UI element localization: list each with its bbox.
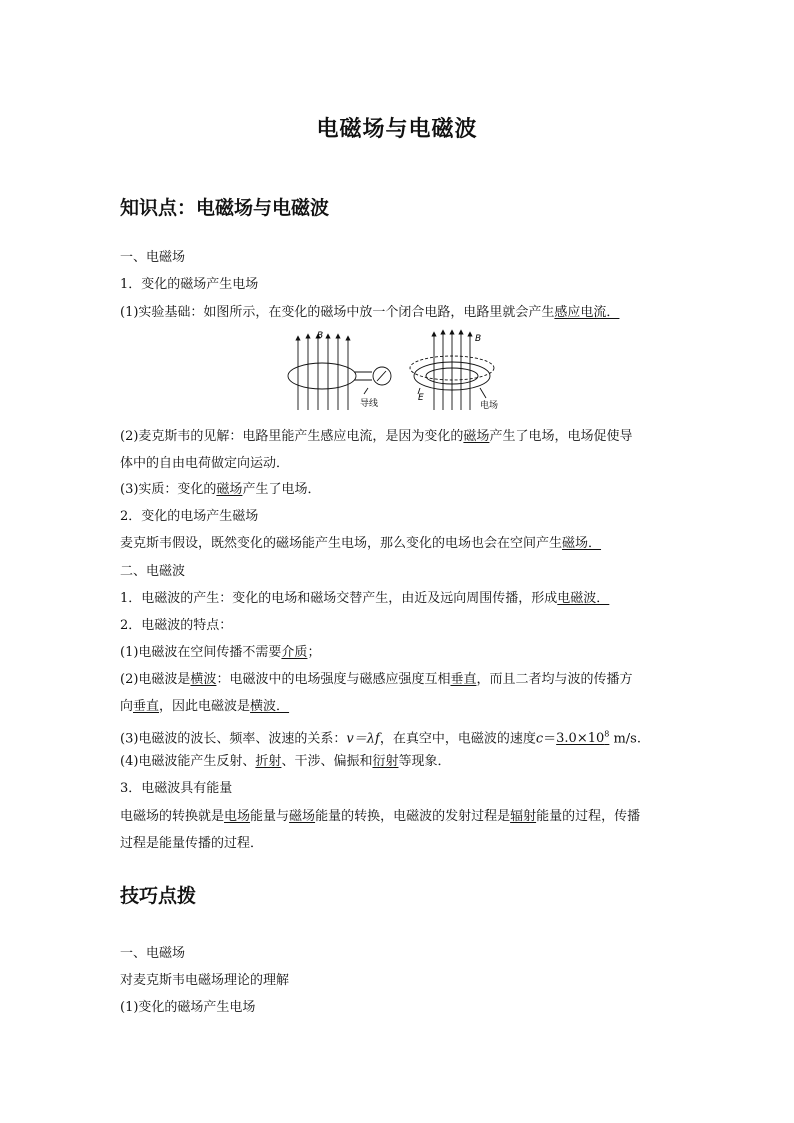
label-e: E bbox=[418, 393, 424, 403]
tips-line-2: (1)变化的磁场产生电场 bbox=[120, 1000, 256, 1015]
paragraph-energy-1: 电磁场的转换就是电场能量与磁场能量的转换，电磁波的发射过程是辐射能量的过程，传播 bbox=[120, 809, 641, 824]
part-title-em-wave: 二、电磁波 bbox=[120, 564, 186, 579]
paragraph-maxwell-hypothesis: 麦克斯韦假设，既然变化的磁场能产生电场，那么变化的电场也会在空间产生磁场． bbox=[120, 536, 602, 551]
section-heading-tips: 技巧点拨 bbox=[120, 885, 197, 907]
tips-line-1: 对麦克斯韦电磁场理论的理解 bbox=[120, 973, 290, 988]
feature-transverse-1: (2)电磁波是横波：电磁波中的电场强度与磁感应强度互相垂直，而且二者均与波的传播方 bbox=[120, 672, 633, 687]
item-title-changing-magnetic: 1．变化的磁场产生电场 bbox=[120, 277, 259, 292]
label-b-right: B bbox=[475, 334, 482, 344]
paragraph-wave-generation: 1．电磁波的产生：变化的电场和磁场交替产生，由近及远向周围传播，形成电磁波． bbox=[120, 591, 610, 606]
item-title-wave-features: 2．电磁波的特点： bbox=[120, 618, 233, 633]
section-heading-knowledge: 知识点：电磁场与电磁波 bbox=[120, 197, 330, 219]
induction-figure bbox=[280, 328, 510, 413]
paragraph-experiment: (1)实验基础：如图所示，在变化的磁场中放一个闭合电路，电路里就会产生感应电流． bbox=[120, 305, 620, 320]
paragraph-maxwell-view-2: 体中的自由电荷做定向运动． bbox=[120, 456, 290, 471]
page-title: 电磁场与电磁波 bbox=[316, 117, 478, 142]
feature-medium: (1)电磁波在空间传播不需要介质； bbox=[120, 645, 321, 660]
label-wire: 导线 bbox=[360, 399, 379, 409]
item-title-wave-energy: 3．电磁波具有能量 bbox=[120, 781, 233, 796]
item-title-changing-electric: 2．变化的电场产生磁场 bbox=[120, 509, 259, 524]
feature-phenomena: (4)电磁波能产生反射、折射、干涉、偏振和衍射等现象． bbox=[120, 754, 451, 769]
answer-blank: 感应电流． bbox=[554, 305, 620, 320]
label-b-left: B bbox=[317, 331, 324, 341]
tips-part-title: 一、电磁场 bbox=[120, 946, 186, 961]
part-title-em-field: 一、电磁场 bbox=[120, 250, 186, 265]
feature-transverse-2: 向垂直，因此电磁波是横波． bbox=[120, 699, 290, 714]
label-field: 电场 bbox=[480, 401, 499, 411]
paragraph-essence: (3)实质：变化的磁场产生了电场． bbox=[120, 482, 321, 497]
paragraph-maxwell-view-1: (2)麦克斯韦的见解：电路里能产生感应电流，是因为变化的磁场产生了电场，电场促使导 bbox=[120, 429, 633, 444]
feature-speed: (3)电磁波的波长、频率、波速的关系：v＝λf，在真空中，电磁波的速度$c=3.0\times 10^8$ m/s. bbox=[120, 730, 641, 747]
paragraph-energy-2: 过程是能量传播的过程． bbox=[120, 836, 264, 851]
